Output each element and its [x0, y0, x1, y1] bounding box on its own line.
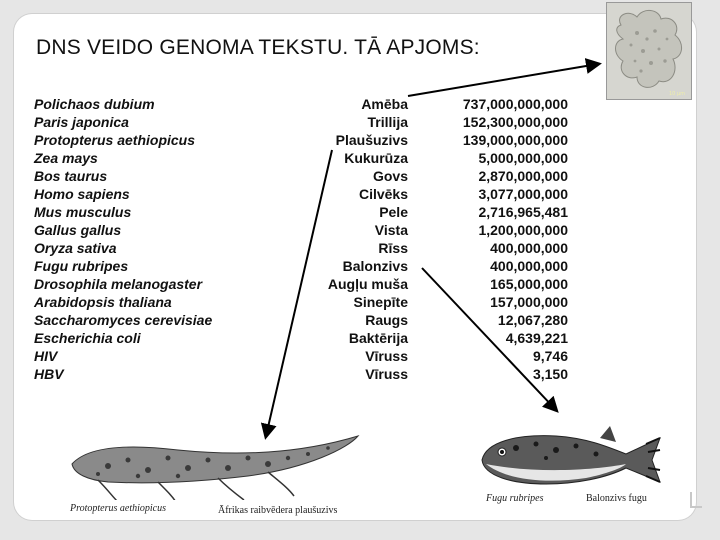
arrow-to-fugu — [422, 268, 556, 410]
scientific-name: HIV — [34, 348, 58, 364]
lungfish-image — [68, 424, 368, 504]
latvian-name: Vīruss — [365, 348, 408, 364]
scientific-name: Bos taurus — [34, 168, 108, 184]
genome-size: 5,000,000,000 — [478, 150, 568, 166]
genome-size: 9,746 — [532, 348, 568, 364]
lungfish-caption-scientific: Protopterus aethiopicus — [70, 503, 167, 514]
genome-size: 165,000,000 — [490, 276, 568, 292]
scientific-name: Drosophila melanogaster — [34, 276, 203, 292]
latvian-name: Plaušuzivs — [335, 132, 408, 148]
latvian-name: Vīruss — [365, 366, 408, 382]
fugu-caption-latvian: Balonzivs fugu — [586, 493, 647, 504]
latvian-name: Balonzivs — [342, 258, 408, 274]
scientific-name: Arabidopsis thaliana — [34, 294, 172, 310]
genome-size: 2,870,000,000 — [478, 168, 568, 184]
arrow-to-lungfish — [266, 150, 332, 436]
latvian-name: Vista — [374, 222, 408, 238]
genome-size: 400,000,000 — [490, 258, 568, 274]
latvian-name: Rīss — [378, 240, 408, 256]
latvian-name: Pele — [379, 204, 408, 220]
latvian-name: Augļu muša — [327, 276, 408, 292]
latvian-name: Govs — [372, 168, 408, 184]
page-corner-decoration — [690, 492, 702, 508]
latvian-name: Trillija — [367, 114, 408, 130]
arrow-to-amoeba — [408, 64, 598, 96]
latvian-name: Sinepīte — [353, 294, 408, 310]
genome-size: 737,000,000,000 — [462, 96, 568, 112]
genome-size: 12,067,280 — [497, 312, 568, 328]
genome-size: 3,077,000,000 — [478, 186, 568, 202]
scientific-name: Escherichia coli — [34, 330, 141, 346]
latvian-name: Amēba — [361, 96, 408, 112]
genome-size: 4,639,221 — [505, 330, 568, 346]
genome-size: 1,200,000,000 — [478, 222, 568, 238]
genome-size: 3,150 — [532, 366, 568, 382]
scientific-name: Saccharomyces cerevisiae — [34, 312, 213, 328]
scientific-name: Zea mays — [34, 150, 98, 166]
genome-size: 157,000,000 — [490, 294, 568, 310]
scientific-name: Homo sapiens — [34, 186, 130, 202]
genome-size: 2,716,965,481 — [478, 204, 568, 220]
latvian-name: Kukurūza — [344, 150, 408, 166]
genome-size: 400,000,000 — [490, 240, 568, 256]
fugu-image — [476, 424, 662, 494]
scientific-name: Paris japonica — [34, 114, 129, 130]
genome-size: 139,000,000,000 — [462, 132, 568, 148]
scientific-name: HBV — [34, 366, 64, 382]
lungfish-caption-latvian: Āfrikas raibvēdera plaušuzivs — [218, 505, 338, 516]
latvian-name: Cilvēks — [358, 186, 408, 202]
scientific-name: Gallus gallus — [34, 222, 122, 238]
scientific-name: Polichaos dubium — [34, 96, 155, 112]
amoeba-scale-label: 10 µm — [669, 91, 686, 97]
scientific-name: Oryza sativa — [34, 240, 117, 256]
scientific-name: Protopterus aethiopicus — [34, 132, 196, 148]
genome-size: 152,300,000,000 — [462, 114, 568, 130]
latvian-name: Baktērija — [348, 330, 408, 346]
fugu-caption-scientific: Fugu rubripes — [486, 493, 544, 504]
slide-title: DNS VEIDO GENOMA TEKSTU. TĀ APJOMS: — [36, 36, 480, 59]
scientific-name: Fugu rubripes — [34, 258, 129, 274]
latvian-name: Raugs — [365, 312, 408, 328]
scientific-name: Mus musculus — [34, 204, 132, 220]
